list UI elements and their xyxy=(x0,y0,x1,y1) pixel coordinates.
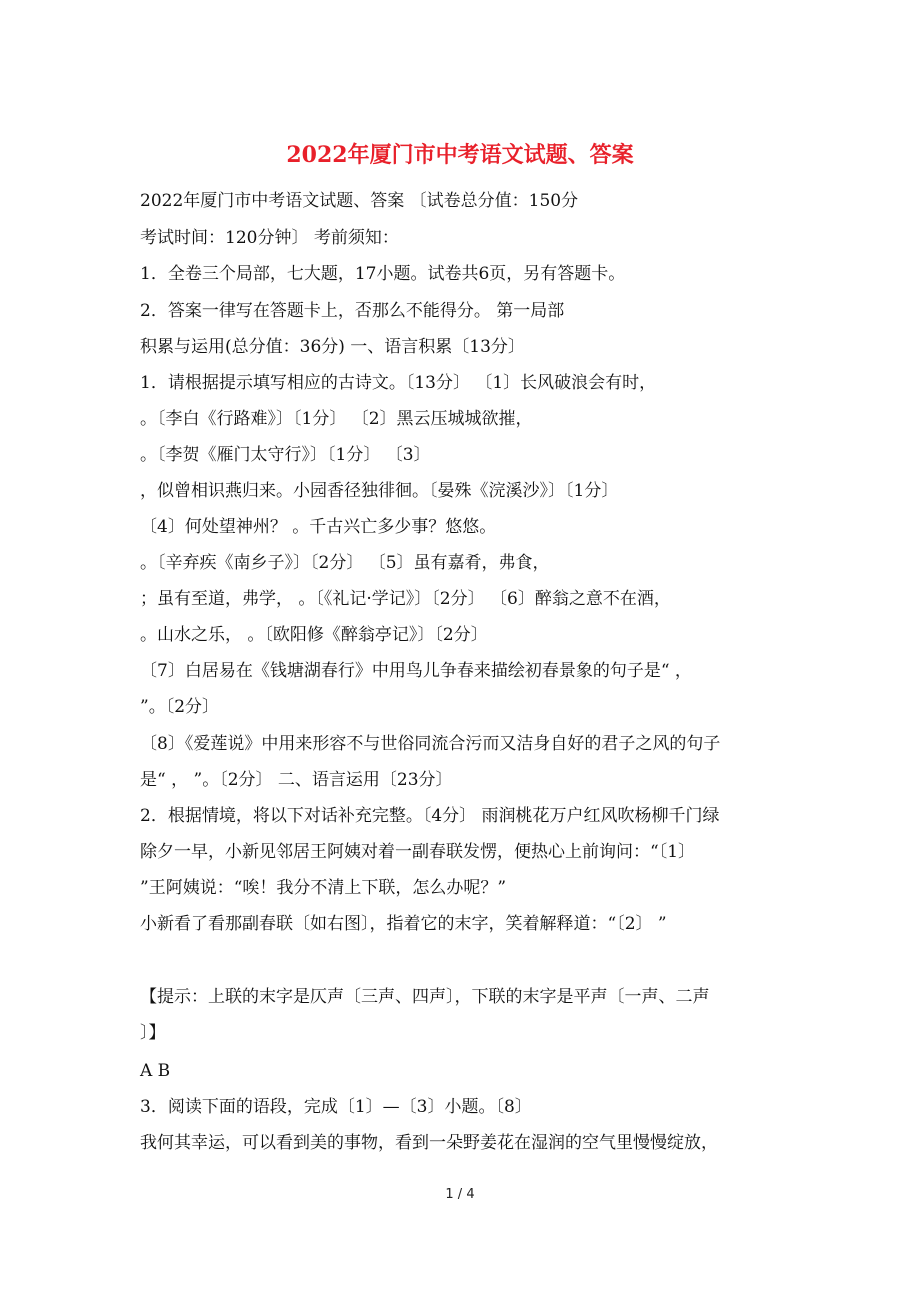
text-line-14: 〔7〕白居易在《钱塘湖春行》中用鸟儿争春来描绘初春景象的句子是“ ， xyxy=(140,661,692,681)
text-line-2: 考试时间：120分钟〕 考前须知： xyxy=(140,228,399,248)
text-line-12: ；虽有至道，弗学， 。〔《礼记·学记》〕〔2分〕 〔6〕醉翁之意不在酒， xyxy=(140,589,671,609)
text-line-19: 除夕一早，小新见邻居王阿姨对着一副春联发愣，便热心上前询问：“〔1〕 xyxy=(140,842,696,862)
text-line-24: A B xyxy=(140,1061,171,1081)
text-line-15: ”。〔2分〕 xyxy=(140,697,220,717)
text-line-11: 。〔辛弃疾《南乡子》〕〔2分〕 〔5〕虽有嘉肴，弗食， xyxy=(140,553,550,573)
text-line-20: ”王阿姨说：“唉！我分不清上下联，怎么办呢？” xyxy=(140,878,507,898)
text-line-22: 【提示：上联的末字是仄声〔三声、四声〕，下联的末字是平声〔一声、二声 xyxy=(140,987,710,1007)
text-line-10: 〔4〕何处望神州？ 。千古兴亡多少事？悠悠。 xyxy=(140,517,497,537)
text-line-7: 。〔李白《行路难》〕〔1分〕 〔2〕黑云压城城欲摧， xyxy=(140,409,533,429)
text-line-9: ，似曾相识燕归来。小园香径独徘徊。〔晏殊《浣溪沙》〕〔1分〕 xyxy=(140,481,619,501)
text-line-6: 1．请根据提示填写相应的古诗文。〔13分〕 〔1〕长风破浪会有时， xyxy=(140,373,657,393)
text-line-4: 2．答案一律写在答题卡上，否那么不能得分。 第一局部 xyxy=(140,301,565,321)
text-line-23: 〕】 xyxy=(140,1023,166,1043)
text-line-3: 1．全卷三个局部，七大题，17小题。试卷共6页，另有答题卡。 xyxy=(140,264,626,284)
text-line-13: 。山水之乐， 。〔欧阳修《醉翁亭记》〕〔2分〕 xyxy=(140,625,488,645)
text-line-18: 2．根据情境，将以下对话补充完整。〔4分〕 雨润桃花万户红风吹杨柳千门绿 xyxy=(140,806,720,826)
text-line-17: 是“ ， ”。〔2分〕 二、语言运用〔23分〕 xyxy=(140,770,453,790)
document-title: 2022年厦门市中考语文试题、答案 xyxy=(286,142,634,168)
text-line-25: 3．阅读下面的语段，完成〔1〕—〔3〕小题。〔8〕 xyxy=(140,1097,532,1117)
page-number: 1 / 4 xyxy=(445,1187,475,1202)
text-line-16: 〔8〕《爱莲说》中用来形容不与世俗同流合污而又洁身自好的君子之风的句子 xyxy=(140,734,721,754)
text-line-1: 2022年厦门市中考语文试题、答案 〔试卷总分值：150分 xyxy=(140,191,579,211)
text-line-26: 我何其幸运，可以看到美的事物，看到一朵野姜花在湿润的空气里慢慢绽放， xyxy=(140,1133,718,1153)
text-line-8: 。〔李贺《雁门太守行》〕〔1分〕 〔3〕 xyxy=(140,445,431,465)
text-line-5: 积累与运用(总分值：36分) 一、语言积累〔13分〕 xyxy=(140,337,525,357)
text-line-21: 小新看了看那副春联〔如右图〕，指着它的末字，笑着解释道：“〔2〕 ” xyxy=(140,914,667,934)
